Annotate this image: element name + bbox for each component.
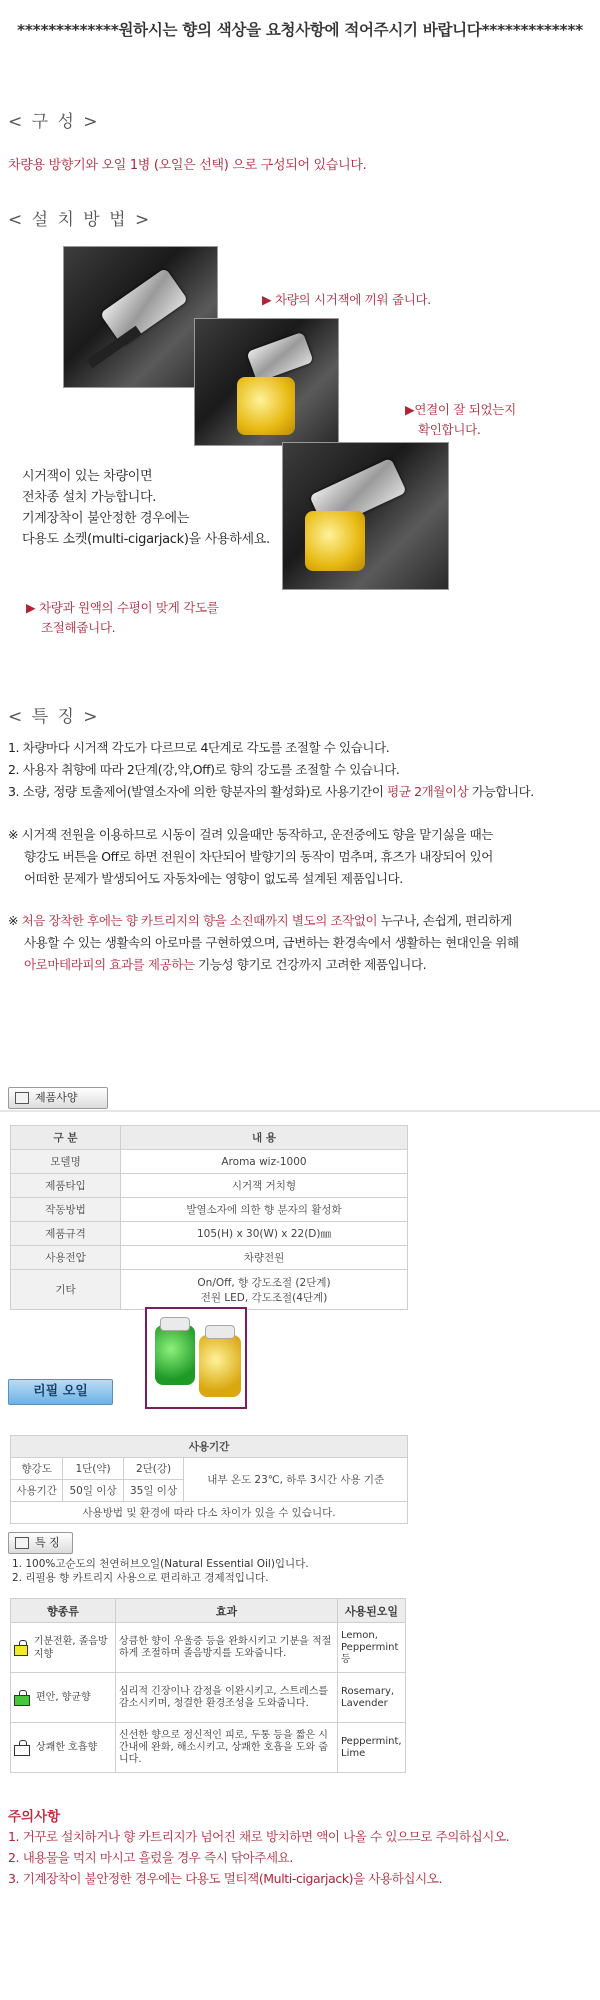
refill-oil-label: 리필 오일: [8, 1379, 113, 1405]
period-table: 사용기간 향강도 1단(약) 2단(강) 내부 온도 23℃, 하루 3시간 사용 기준 사용기간 50일 이상 35일 이상 사용방법 및 환경에 따라 다소 차이가 있을 수 있습니다.: [10, 1435, 408, 1524]
feature-note-1: ※ 시거잭 전원을 이용하므로 시동이 걸려 있을때만 동작하고, 운전중에도 향을 맡기싫을 때는 향강도 버튼을 Off로 하면 전원이 차단되어 발향기의 동작이 멈추며, 휴즈가 내장되어 있어 어떠한 문제가 발생되어도 자동차에는 영향이 없도록 설계된 제품입니다.: [8, 827, 493, 886]
spec-tab-button[interactable]: 제품사양: [8, 1087, 108, 1109]
install-info-line: 다용도 소켓(multi-cigarjack)을 사용하세요.: [22, 532, 270, 547]
spec-table: 구 분 내 용 모델명 Aroma wiz-1000 제품타입 시거잭 거치형 작동방법 발열소자에 의한 향 분자의 활성화 제품규격 105(H) x 30(W) x 22(D)㎜ 사용전압 차량전원 기타 On/Off, 향 강도조절 (2단계) 전원 LED, 각도조절(4단계): [10, 1125, 408, 1310]
feature-note-2: ※ 처음 장착한 후에는 향 카트리지의 향을 소진때까지 별도의 조작없이 누구나, 손쉽게, 편리하게 사용할 수 있는 생활속의 아로마를 구현하였으며, 급변하는 환경속에서 생활하는 현대인을 위해 아로마테라피의 효과를 제공하는 기능성 향기로 건강까지 고려한 제품입니다.: [8, 913, 519, 972]
feature-item: 3. 소량, 정량 토출제어(발열소자에 의한 향분자의 활성화)로 사용기간이 평균 2개월이상 가능합니다.: [8, 784, 534, 799]
install-photo-3: [282, 442, 449, 590]
install-callout-3a: ▶ 차량과 원액의 수평이 맞게 각도를: [26, 600, 219, 615]
install-info-line: 전차종 설치 가능합니다.: [22, 490, 157, 505]
install-info-line: 시거잭이 있는 차량이면: [22, 469, 153, 484]
checkbox-icon: [15, 1537, 29, 1549]
bag-icon: [14, 1745, 30, 1756]
divider: [0, 1110, 600, 1112]
caution-item: 2. 내용물을 먹지 마시고 흘렀을 경우 즉시 닦아주세요.: [8, 1850, 293, 1865]
install-callout-1: ▶ 차량의 시거잭에 끼워 줍니다.: [262, 292, 431, 307]
install-photo-2: [194, 318, 339, 446]
install-callout-3b: 조절해줍니다.: [41, 620, 116, 635]
refill-oil-photo: [145, 1307, 247, 1409]
install-callout-2b: 확인합니다.: [418, 422, 481, 437]
order-notice-banner: *************원하시는 향의 색상을 요청사항에 적어주시기 바랍니다*************: [17, 21, 583, 39]
feature-tab-button[interactable]: 특 징: [8, 1532, 73, 1554]
feature-item: 1. 차량마다 시거잭 각도가 다르므로 4단계로 각도를 조절할 수 있습니다.: [8, 740, 390, 755]
install-title: < 설 치 방 법 >: [8, 210, 152, 230]
feature-item: 2. 사용자 취향에 따라 2단계(강,약,Off)로 향의 강도를 조절할 수 있습니다.: [8, 762, 400, 777]
composition-text: 차량용 방향기와 오일 1병 (오일은 선택) 으로 구성되어 있습니다.: [8, 158, 367, 173]
features-title: < 특 징 >: [8, 707, 100, 727]
install-callout-2a: ▶연결이 잘 되었는지: [405, 402, 516, 417]
bag-icon: [14, 1695, 30, 1706]
feature-box-lines: 1. 100%고순도의 천연허브오일(Natural Essential Oil)입니다. 2. 리필용 향 카트리지 사용으로 편리하고 경제적입니다.: [12, 1558, 309, 1584]
features-list: [8, 737, 534, 803]
install-info-line: 기계장착이 불안정한 경우에는: [22, 511, 190, 526]
composition-title: < 구 성 >: [8, 112, 100, 132]
checkbox-icon: [15, 1092, 29, 1104]
caution-title: 주의사항: [8, 1809, 61, 1825]
bag-icon: [14, 1645, 28, 1656]
install-info: [22, 466, 270, 550]
caution-item: 3. 기계장착이 불안정한 경우에는 다용도 멀티잭(Multi-cigarjack)을 사용하십시오.: [8, 1871, 443, 1886]
caution-list: [8, 1826, 509, 1889]
caution-item: 1. 거꾸로 설치하거나 향 카트리지가 넘어진 채로 방치하면 액이 나올 수 있으므로 주의하십시오.: [8, 1829, 510, 1844]
scent-table: 향종류 효과 사용된오일 기분전환, 졸음방지향 상큼한 향이 우울증 등을 완화시키고 기분을 적절하게 조절하며 졸음방지를 도와줍니다. Lemon, Peppermint 등 편안, 향균향 심리적 긴장이나 감정을 이완시키고, 스트레스를 감소시키며, 청결한 환경조성을 도와줍니다. Rosemary, Lavender 상쾌한 호흡향 신선한 향으로 정신적인 피로, 두통 등을 짧은 시간내에 완화, 해소시키고, 상쾌한 호흡을 도와 줍니다. Peppermint, Lime: [10, 1598, 406, 1773]
